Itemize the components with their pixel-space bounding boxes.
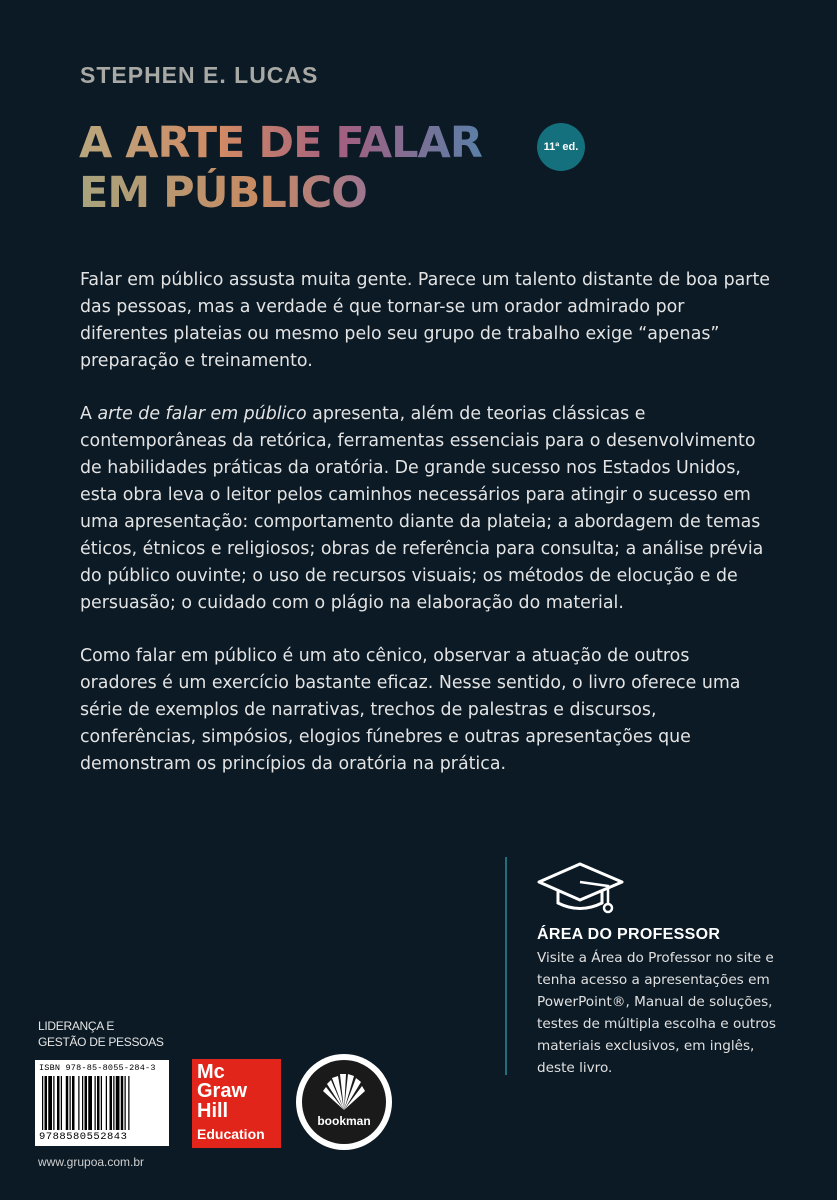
graduation-cap-icon: [536, 858, 626, 918]
barcode-bar: [72, 1076, 75, 1130]
barcode-bar: [48, 1076, 52, 1130]
barcode-bar: [128, 1076, 129, 1130]
mcgraw-hill-logo: [192, 1059, 281, 1148]
barcode-bar: [121, 1076, 124, 1130]
barcode-bar: [42, 1076, 43, 1130]
barcode-bar: [116, 1076, 120, 1130]
barcode-bar: [110, 1076, 113, 1130]
professor-area-title: ÁREA DO PROFESSOR: [537, 926, 721, 943]
title-line-2: EM PÚBLICO: [79, 168, 482, 218]
bookman-emblem: [302, 1060, 386, 1144]
bookman-label: bookman: [317, 1114, 371, 1128]
barcode-bar: [53, 1076, 54, 1130]
category-label: [38, 1018, 164, 1050]
professor-area-text: Visite a Área do Professor no site e tenha acesso a apresentações em PowerPoint®, Manual de soluções, testes de múltipla escolha e outros materiais exclusivos, em inglês, deste livro.: [537, 950, 776, 1076]
synopsis-paragraph-1: Falar em público assusta muita gente. Parece um talento distante de boa parte das pessoas, mas a verdade é que tornar-se um orador admirado por diferentes plateias ou mesmo pelo seu grupo de trabalho exige “apenas” preparação e treinamento.: [80, 270, 770, 371]
synopsis-p2-rest: apresenta, além de teorias clássicas e contemporâneas da retórica, ferramentas essenciais para o desenvolvimento de habilidades práticas da oratória. De grande sucesso nos Estados Unidos, esta obra leva o leitor pelos caminhos necessários para atingir o sucesso em uma apresentação: comportamento diante da plateia; a abordagem de temas éticos, étnicos e religiosos; obras de referência para consulta; a análise prévia do público ouvinte; o uso de recursos visuais; os métodos de elocução e de persuasão; o cuidado com o plágio na elaboração do material.: [80, 404, 764, 613]
book-fan-icon: [302, 1060, 386, 1144]
title-line-1: A ARTE DE FALAR: [79, 118, 482, 168]
synopsis-p2-prefix: A: [80, 404, 98, 424]
barcode-bar: [61, 1076, 62, 1130]
synopsis-p2-italic: arte de falar em público: [97, 404, 307, 424]
synopsis-paragraph-2: [80, 401, 770, 617]
barcode-bar: [82, 1076, 83, 1130]
barcode-bar: [70, 1076, 71, 1130]
mcgraw-line-2: Graw: [197, 1080, 248, 1102]
barcode-bars: [41, 1076, 163, 1130]
barcode-bar: [78, 1076, 79, 1130]
category-line-2: GESTÃO DE PESSOAS: [38, 1035, 164, 1049]
synopsis: [80, 267, 770, 804]
bookman-logo: [296, 1054, 392, 1150]
barcode-bar: [97, 1076, 100, 1130]
mcgraw-line-3: Hill: [197, 1100, 229, 1122]
barcode-bar: [45, 1076, 48, 1130]
barcode-bar: [113, 1076, 114, 1130]
mcgraw-line-4: Education: [197, 1126, 265, 1142]
isbn-barcode: [35, 1060, 169, 1146]
publisher-website: www.grupoa.com.br: [38, 1155, 145, 1169]
barcode-bar: [106, 1076, 107, 1130]
divider-line: [505, 857, 507, 1075]
barcode-bar: [101, 1076, 102, 1130]
isbn-label: ISBN 978-85-8055-284-3: [39, 1063, 156, 1073]
mcgraw-line-1: Mc: [197, 1061, 225, 1083]
barcode-bar: [125, 1076, 126, 1130]
author-name: STEPHEN E. LUCAS: [80, 62, 319, 88]
barcode-bar: [66, 1076, 69, 1130]
barcode-bar: [57, 1076, 60, 1130]
category-line-1: LIDERANÇA E: [38, 1019, 115, 1033]
book-title: [79, 118, 482, 218]
barcode-bar: [85, 1076, 88, 1130]
barcode-number: 9788580552843: [39, 1131, 128, 1143]
barcode-bar: [88, 1076, 92, 1130]
barcode-bar: [95, 1076, 96, 1130]
synopsis-paragraph-3: Como falar em público é um ato cênico, observar a atuação de outros oradores é um exercício bastante eficaz. Nesse sentido, o livro oferece uma série de exemplos de narrativas, trechos de palestras e discursos, conferências, simpósios, elogios fúnebres e outras apresentações que demonstram os princípios da oratória na prática.: [80, 646, 741, 774]
edition-badge: 11ª ed.: [537, 123, 585, 171]
